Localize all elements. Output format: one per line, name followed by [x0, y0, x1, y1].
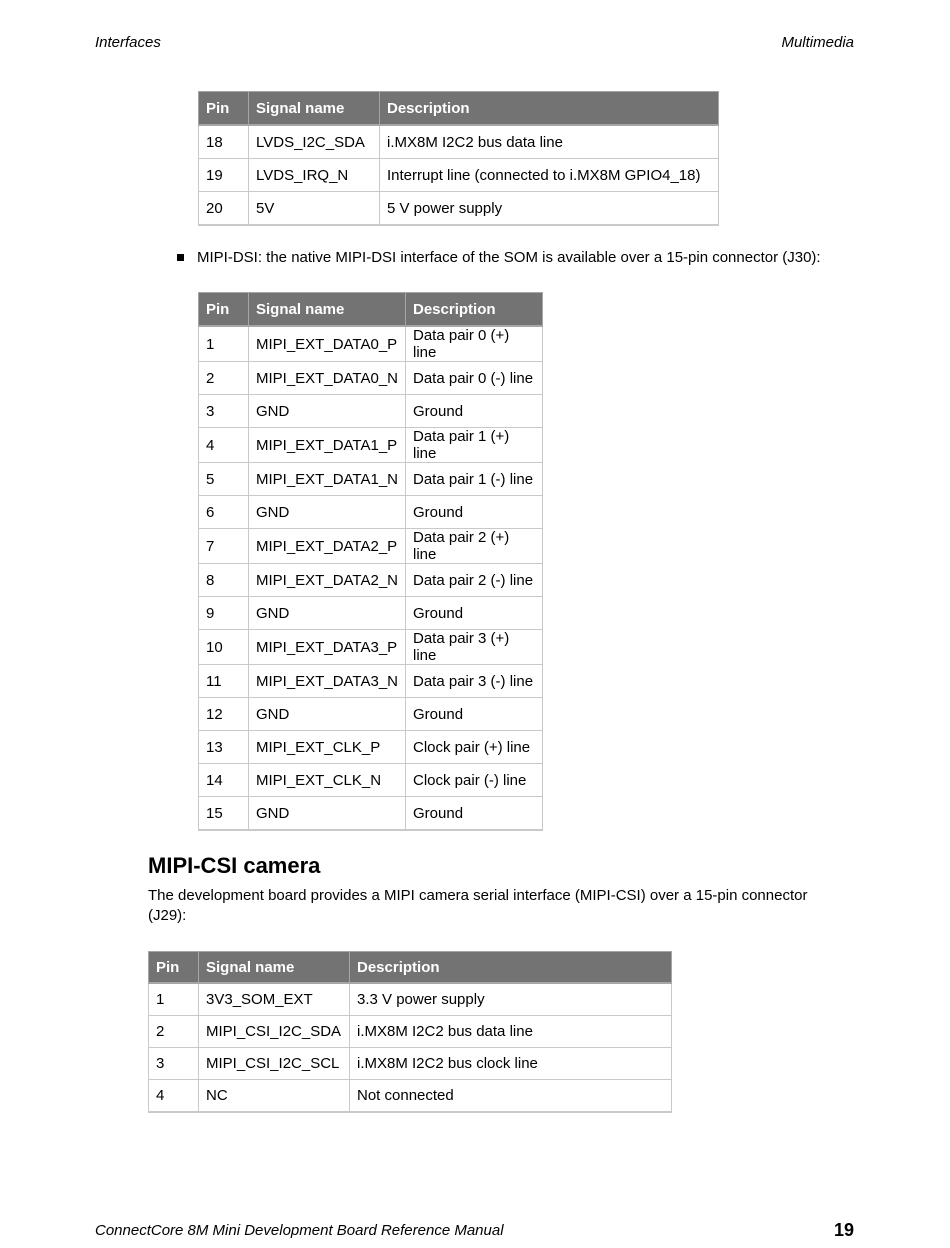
description-cell: Clock pair (-) line	[406, 764, 543, 797]
description-cell: Ground	[406, 597, 543, 630]
signal-name-cell: MIPI_EXT_DATA1_P	[249, 428, 406, 463]
table-row	[199, 597, 543, 630]
signal-name-cell: MIPI_CSI_I2C_SDA	[199, 1016, 350, 1048]
description-cell: i.MX8M I2C2 bus data line	[350, 1016, 672, 1048]
table-header-row	[149, 952, 672, 984]
pin-cell: 15	[199, 797, 249, 831]
description-cell: Ground	[406, 496, 543, 529]
column-header: Pin	[199, 92, 249, 126]
page-number: 19	[833, 1220, 854, 1240]
signal-name-cell: 5V	[249, 192, 380, 226]
column-header: Description	[380, 92, 719, 126]
pin-cell: 9	[199, 597, 249, 630]
description-cell: 3.3 V power supply	[350, 983, 672, 1016]
table-row	[199, 731, 543, 764]
signal-name-cell: GND	[249, 395, 406, 428]
pin-cell: 14	[199, 764, 249, 797]
description-cell: Data pair 0 (+) line	[406, 326, 543, 362]
mipi-dsi-bullet-text: MIPI-DSI: the native MIPI-DSI interface of the SOM is available over a 15-pin connector (J30):	[197, 249, 821, 266]
table-row	[199, 463, 543, 496]
column-header: Description	[350, 952, 672, 984]
signal-name-cell: MIPI_EXT_DATA3_N	[249, 665, 406, 698]
table-header-row	[199, 92, 719, 126]
description-cell: Interrupt line (connected to i.MX8M GPIO4_18)	[380, 159, 719, 192]
table-row	[199, 125, 719, 159]
table-row	[199, 630, 543, 665]
running-header-section: Multimedia	[781, 34, 854, 51]
bullet-square-icon	[177, 254, 184, 261]
pin-cell: 2	[149, 1016, 199, 1048]
signal-name-cell: MIPI_EXT_DATA3_P	[249, 630, 406, 665]
signal-name-cell: MIPI_EXT_DATA0_P	[249, 326, 406, 362]
description-cell: Ground	[406, 395, 543, 428]
table-row	[149, 1016, 672, 1048]
description-cell: Ground	[406, 698, 543, 731]
column-header: Signal name	[249, 92, 380, 126]
pin-cell: 2	[199, 362, 249, 395]
footer-manual-title: ConnectCore 8M Mini Development Board Reference Manual	[95, 1222, 504, 1239]
table-row	[199, 529, 543, 564]
description-cell: Data pair 2 (+) line	[406, 529, 543, 564]
signal-name-cell: MIPI_EXT_CLK_P	[249, 731, 406, 764]
table-row	[199, 665, 543, 698]
table-row	[199, 564, 543, 597]
column-header: Signal name	[249, 293, 406, 327]
table-row	[199, 797, 543, 831]
signal-name-cell: MIPI_EXT_DATA1_N	[249, 463, 406, 496]
table-row	[199, 326, 543, 362]
pin-cell: 4	[149, 1080, 199, 1113]
pin-cell: 13	[199, 731, 249, 764]
description-cell: Clock pair (+) line	[406, 731, 543, 764]
signal-name-cell: GND	[249, 597, 406, 630]
signal-name-cell: MIPI_EXT_DATA0_N	[249, 362, 406, 395]
mipi-csi-intro-paragraph: The development board provides a MIPI camera serial interface (MIPI-CSI) over a 15-pin connector (J29):	[148, 887, 808, 924]
description-cell: Data pair 3 (-) line	[406, 665, 543, 698]
pin-cell: 1	[149, 983, 199, 1016]
signal-name-cell: NC	[199, 1080, 350, 1113]
description-cell: i.MX8M I2C2 bus data line	[380, 125, 719, 159]
table-row	[199, 192, 719, 226]
running-header-chapter: Interfaces	[95, 34, 161, 51]
pin-cell: 20	[199, 192, 249, 226]
column-header: Description	[406, 293, 543, 327]
table-row	[149, 1080, 672, 1113]
signal-name-cell: GND	[249, 496, 406, 529]
pin-cell: 19	[199, 159, 249, 192]
mipi-dsi-pin-table	[198, 292, 543, 831]
signal-name-cell: LVDS_IRQ_N	[249, 159, 380, 192]
table-row	[149, 1048, 672, 1080]
table-row	[199, 159, 719, 192]
signal-name-cell: MIPI_EXT_DATA2_P	[249, 529, 406, 564]
description-cell: Data pair 2 (-) line	[406, 564, 543, 597]
mipi-dsi-bullet	[177, 249, 821, 266]
lvds-pin-table	[198, 91, 719, 226]
signal-name-cell: MIPI_CSI_I2C_SCL	[199, 1048, 350, 1080]
pin-cell: 4	[199, 428, 249, 463]
column-header: Pin	[199, 293, 249, 327]
description-cell: i.MX8M I2C2 bus clock line	[350, 1048, 672, 1080]
pin-cell: 3	[199, 395, 249, 428]
table-header-row	[199, 293, 543, 327]
signal-name-cell: MIPI_EXT_DATA2_N	[249, 564, 406, 597]
description-cell: 5 V power supply	[380, 192, 719, 226]
signal-name-cell: GND	[249, 797, 406, 831]
signal-name-cell: LVDS_I2C_SDA	[249, 125, 380, 159]
pin-cell: 12	[199, 698, 249, 731]
pin-cell: 6	[199, 496, 249, 529]
table-row	[199, 428, 543, 463]
pin-cell: 3	[149, 1048, 199, 1080]
section-title-mipi-csi: MIPI-CSI camera	[148, 853, 321, 878]
column-header: Pin	[149, 952, 199, 984]
pin-cell: 5	[199, 463, 249, 496]
table-row	[199, 362, 543, 395]
table-row	[199, 395, 543, 428]
pin-cell: 1	[199, 326, 249, 362]
pin-cell: 10	[199, 630, 249, 665]
pin-cell: 7	[199, 529, 249, 564]
signal-name-cell: MIPI_EXT_CLK_N	[249, 764, 406, 797]
pin-cell: 18	[199, 125, 249, 159]
description-cell: Not connected	[350, 1080, 672, 1113]
table-row	[199, 496, 543, 529]
pin-cell: 11	[199, 665, 249, 698]
description-cell: Ground	[406, 797, 543, 831]
signal-name-cell: 3V3_SOM_EXT	[199, 983, 350, 1016]
mipi-csi-pin-table	[148, 951, 672, 1113]
description-cell: Data pair 0 (-) line	[406, 362, 543, 395]
signal-name-cell: GND	[249, 698, 406, 731]
description-cell: Data pair 1 (+) line	[406, 428, 543, 463]
description-cell: Data pair 3 (+) line	[406, 630, 543, 665]
pin-cell: 8	[199, 564, 249, 597]
table-row	[199, 764, 543, 797]
table-row	[199, 698, 543, 731]
table-row	[149, 983, 672, 1016]
column-header: Signal name	[199, 952, 350, 984]
description-cell: Data pair 1 (-) line	[406, 463, 543, 496]
